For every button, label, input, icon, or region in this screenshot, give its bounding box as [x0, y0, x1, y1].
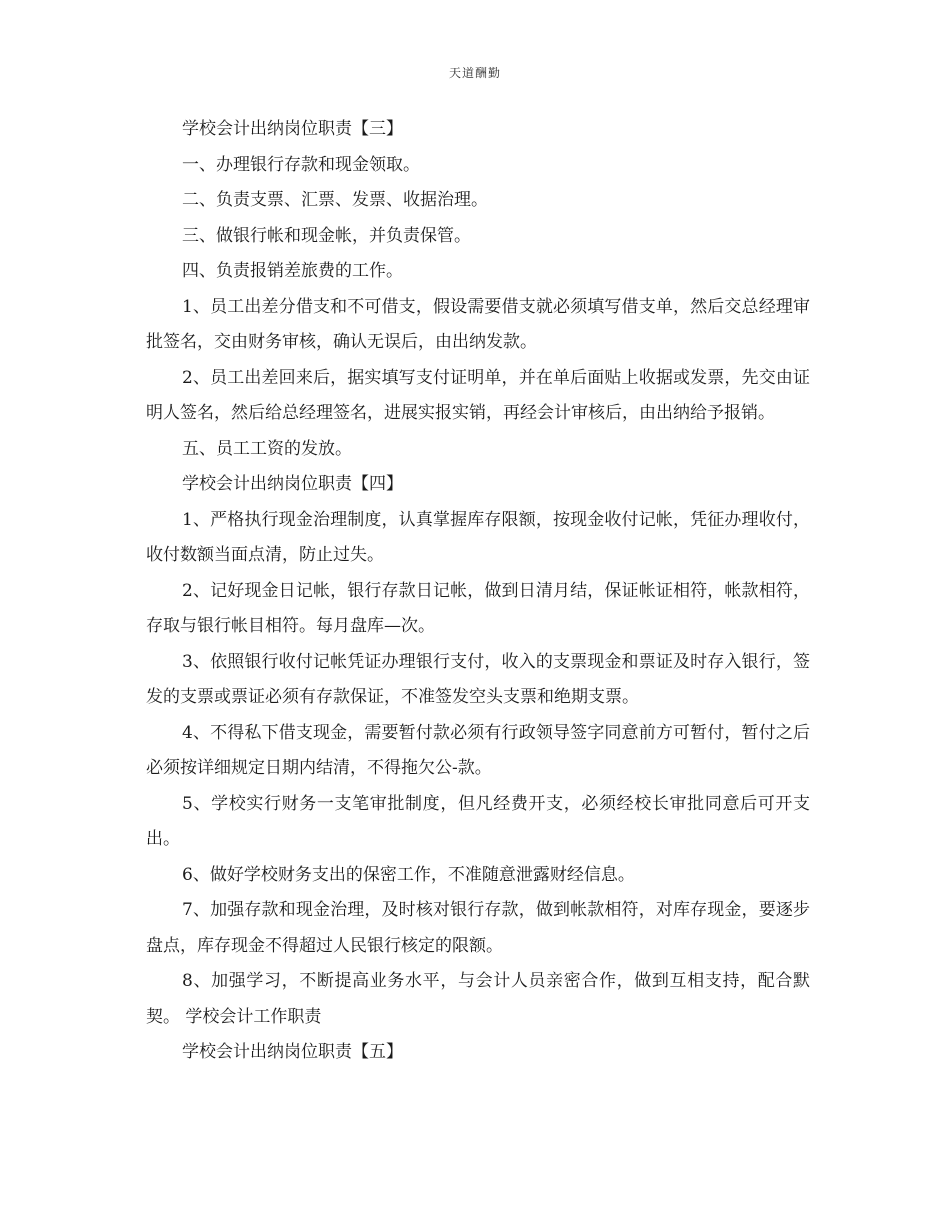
document-body: [146, 112, 810, 1071]
section-heading-3: 学校会计出纳岗位职责【三】: [182, 119, 403, 139]
section-heading-4: 学校会计出纳岗位职责【四】: [182, 474, 403, 494]
paragraph: 3、依照银行收付记帐凭证办理银行支付，收入的支票现金和票证及时存入银行，签发的支票或票证必须有存款保证，不准签发空头支票和绝期支票。: [146, 651, 810, 707]
paragraph: 4、不得私下借支现金，需要暂付款必须有行政领导签字同意前方可暂付，暂付之后必须按详细规定日期内结清，不得拖欠公-款。: [146, 722, 810, 778]
page-header: 天道酬勤: [448, 66, 501, 80]
section-heading-5: 学校会计出纳岗位职责【五】: [182, 1042, 403, 1062]
paragraph: 五、员工工资的发放。: [182, 438, 352, 459]
paragraph: 四、负责报销差旅费的工作。: [182, 261, 403, 281]
paragraph: 8、加强学习，不断提高业务水平，与会计人员亲密合作，做到互相支持，配合默契。 学校会计工作职责: [146, 971, 810, 1027]
paragraph: 1、严格执行现金治理制度，认真掌握库存限额，按现金收付记帐，凭征办理收付，收付数额当面点清，防止过失。: [146, 509, 810, 565]
paragraph: 三、做银行帐和现金帐，并负责保管。: [182, 225, 471, 246]
paragraph: 5、学校实行财务一支笔审批制度，但凡经费开支，必须经校长审批同意后可开支出。: [146, 793, 810, 849]
paragraph: 1、员工出差分借支和不可借支，假设需要借支就必须填写借支单，然后交总经理审批签名，交由财务审核，确认无误后，由出纳发款。: [146, 296, 810, 352]
paragraph: 二、负责支票、汇票、发票、收据治理。: [182, 190, 488, 210]
paragraph: 2、记好现金日记帐，银行存款日记帐，做到日清月结，保证帐证相符，帐款相符，存取与银行帐目相符。每月盘库—次。: [146, 580, 810, 636]
paragraph: 6、做好学校财务支出的保密工作，不准随意泄露财经信息。: [182, 864, 635, 885]
paragraph: 2、员工出差回来后，据实填写支付证明单，并在单后面贴上收据或发票，先交由证明人签名，然后给总经理签名，进展实报实销，再经会计审核后，由出纳给予报销。: [146, 367, 810, 423]
paragraph: 一、办理银行存款和现金领取。: [182, 154, 420, 175]
paragraph: 7、加强存款和现金治理，及时核对银行存款，做到帐款相符，对库存现金，要逐步盘点，库存现金不得超过人民银行核定的限额。: [146, 900, 810, 956]
